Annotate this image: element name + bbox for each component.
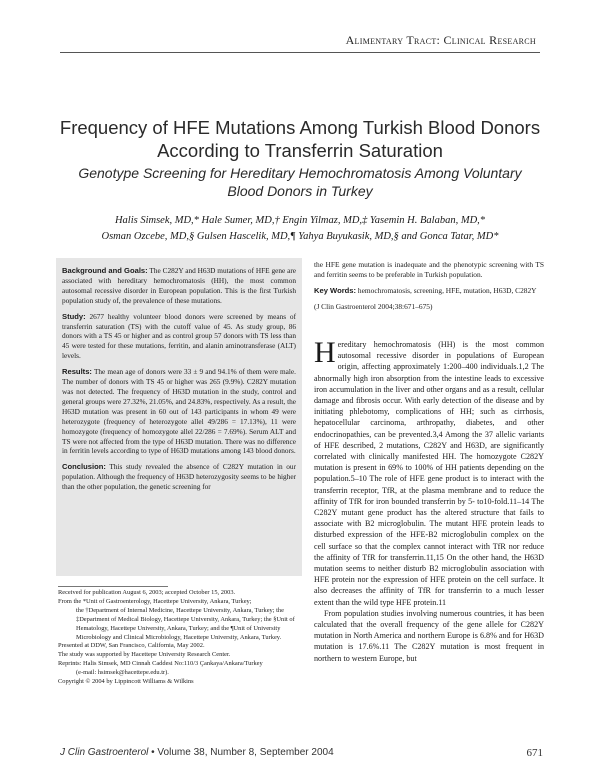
body-paragraph-2: From population studies involving numerous countries, it has been calculated that the overall frequency of the gene allele for C282Y mutation in North America and northern Europe is 6.8% and for H63D mutation is 17.6%.11 The C282Y mutation is most frequent in northern to western Europe, but	[314, 608, 544, 663]
citation: (J Clin Gastroenterol 2004;38:671–675)	[314, 302, 433, 312]
keywords-text: hemochromatosis, screening, HFE, mutation, H63D, C282Y	[357, 286, 537, 296]
article-subtitle	[60, 165, 540, 200]
abstract-continuation	[314, 260, 544, 318]
section-header: Alimentary Tract: Clinical Research	[345, 33, 536, 47]
footnote-email: (e-mail: hsimsek@hacettepe.edu.tr).	[76, 669, 169, 677]
drop-cap: H	[314, 336, 336, 369]
authors-line-1: Halis Simsek, MD,* Hale Sumer, MD,† Engin Yilmaz, MD,‡ Yasemin H. Balaban, MD,*	[114, 215, 486, 226]
title-line-1: Frequency of HFE Mutations Among Turkish Blood Donors	[59, 117, 541, 138]
study-text: 2677 healthy volunteer blood donors were screened by means of transferrin saturation (TS) with the cutoff value of 45. As study group, 86 donors with a TS 45 or higher and as control group 57 donors with TS less than 45 were tested for these mutations, ferritin, and alanin aminotransferase (ALT) levels.	[62, 311, 296, 361]
results-label: Results:	[62, 367, 92, 377]
footnote-reprints: Reprints: Halis Simsek, MD Cinnah Caddesi No:110/3 Çankaya/Ankara/Turkey	[58, 660, 263, 668]
keywords-label: Key Words:	[314, 286, 357, 296]
study-label: Study:	[62, 311, 86, 321]
journal-issue: • Volume 38, Number 8, September 2004	[148, 747, 334, 758]
authors-line-2: Osman Ozcebe, MD,§ Gulsen Hascelik, MD,¶ Yahya Buyukasik, MD,§ and Gonca Tatar, MD*	[101, 230, 499, 242]
title-line-2: According to Transferrin Saturation	[157, 140, 443, 161]
background-text: The C282Y and H63D mutations of HFE gene are associated with hereditary hemochromatosis (HH), the most common autosomal recessive disorder in European population. This is the first Turkish population study of, the prevalence of these mutations.	[62, 266, 296, 305]
abstract-conclusion	[62, 462, 296, 492]
header-rule	[60, 52, 540, 53]
conclusion-text: This study revealed the absence of C282Y mutation in our population. Although the frequency of H63D heterozygosity seems to be higher than the other population, the genetic screening for	[62, 462, 296, 492]
footnote-support: The study was supported by Hacettepe University Research Center.	[58, 651, 231, 659]
article-title	[50, 116, 550, 162]
footer-journal	[60, 747, 334, 758]
journal-name: J Clin Gastroenterol	[60, 747, 149, 758]
footnote-rule	[58, 586, 168, 587]
background-label: Background and Goals:	[62, 266, 148, 275]
subtitle-line-1: Genotype Screening for Hereditary Hemochromatosis Among Voluntary	[78, 165, 522, 181]
subtitle-line-2: Blood Donors in Turkey	[227, 182, 373, 199]
body-paragraph-1	[314, 336, 544, 608]
abstract-background	[62, 266, 296, 306]
page-number: 671	[526, 747, 543, 759]
footnote-affiliations: the †Department of Internal Medicine, Hacettepe University, Ankara, Turkey; the ‡Department of Medical Biology, Hacettepe University, Ankara, Turkey; the §Unit of Hematology, Hacettepe University, Ankara, Turkey; and the ¶Unit of University Microbiology and Clinical Microbiology, Hacettepe University, Ankara, Turkey.	[76, 606, 295, 641]
abstract-results	[62, 367, 296, 456]
body-text	[314, 336, 544, 664]
conclusion-label: Conclusion:	[62, 462, 106, 472]
abstract-study	[62, 312, 296, 362]
conclusion-continued: the HFE gene mutation is inadequate and the phenotypic screening with TS and ferritin seems to be preferable in Turkish population.	[314, 260, 544, 280]
footnote-copyright: Copyright © 2004 by Lippincott Williams & Wilkins	[58, 678, 194, 686]
footnotes	[58, 589, 306, 687]
abstract-box	[56, 258, 302, 576]
footnote-presented: Presented at DDW, San Francisco, California, May 2002.	[58, 642, 205, 650]
results-text: The mean age of donors were 33 ± 9 and 94.1% of them were male. The number of donors with TS 45 or higher was 265 (9.9%). C282Y mutation was not detected. The frequency of H63D mutation in the study, control and general groups were 27.32%, 21.05%, and 24.83%, respectively. As a result, the H63D mutation was present in 60 out of 143 participants in whom 49 were heterozygote (frequency of heterozygote allel 49/286 = 17.13%), 11 were homozygote (frequency of homozygote allel 22/286 = 7.69%). Serum ALT and TS were not affected from the type of H63D mutation. There was no difference in ferritin levels according to type of H63D mutations among 143 blood donors.	[62, 367, 296, 456]
author-list	[60, 213, 540, 244]
keywords	[314, 286, 544, 296]
footnote-received: Received for publication August 6, 2003; accepted October 15, 2003.	[58, 589, 236, 596]
footnote-from: From the *Unit of Gastroenterology, Hacettepe University, Ankara, Turkey;	[58, 597, 252, 605]
body-p1-text: ereditary hemochromatosis (HH) is the most common autosomal recessive disorder in populations of European origin, affecting approximately 1:200–400 individuals.1,2 The abnormally high iron absorption from the intestine leads to excessive iron accumulation in the liver and other organs and as a result, cellular damage and fibrosis occur. With early detection of the disease and by initiating phlebotomy, complications of HH; such as cirrhosis, hepatocellular carcinoma, arthropathy, diabetes, and other endocrinopathies, can be prevented.3,4 Among the 37 allelic variants of HFE described, 2 mutations, C282Y and H63D, are significantly correlated with clinically manifested HH. The homozygote C282Y mutation is present in 69% to 100% of HH patients depending on the population.5–10 The role of HFE gene product is to interact with the transferrin receptor, TfR, at the plasma membrane and to reduce the affinity of TfR for iron bounded transferrin by 5- to10-fold.11–14 The C282Y mutant gene product has the altered structure that fails to associate with B2 microglobulin. The mutant HFE protein leads to disturbed expression of the HFE-B2 microglobulin complex on the cell surface so that the complex cannot interact with TfR nor reduce the affinity of TfR for transferrin.11,15 On the other hand, the H63D mutation seems to neither disturb B2 microglobulin association with HFE protein nor the expression of HFE protein on the cell surface. It also decreases the affinity of TfR for transferrin to a much lesser extent than the wild type HFE protein.11	[314, 340, 544, 607]
